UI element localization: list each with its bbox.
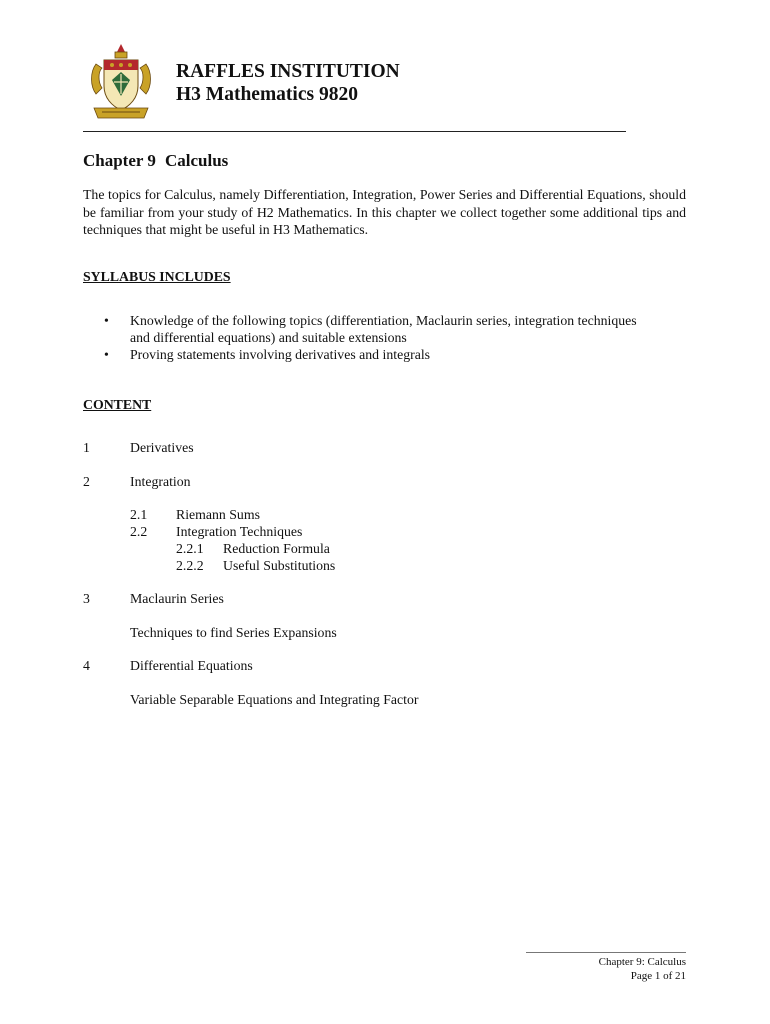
toc-label: Useful Substitutions: [223, 558, 336, 573]
toc-number: 2.2.1: [176, 541, 204, 556]
toc-number: 2.1: [130, 507, 148, 522]
toc-number: 4: [83, 658, 90, 673]
footer-divider: [526, 952, 686, 953]
toc-entry-2-1: [130, 506, 260, 523]
institution-name: RAFFLES INSTITUTION: [176, 61, 400, 82]
toc-label: Differential Equations: [130, 658, 253, 673]
intro-paragraph: The topics for Calculus, namely Differentiation, Integration, Power Series and Differential Equations, should be familiar from your study of H2 Mathematics. In this chapter we collect together some additional tips and techniques that might be useful in H3 Mathematics.: [83, 187, 686, 237]
school-crest-logo: [88, 42, 154, 124]
footer-chapter: Chapter 9: Calculus: [598, 956, 686, 968]
toc-number: 2.2.2: [176, 558, 204, 573]
course-title: H3 Mathematics 9820: [176, 84, 358, 105]
page-number: Page 1 of 21: [630, 970, 686, 982]
chapter-title: Calculus: [165, 151, 229, 170]
bullet-icon: •: [104, 313, 109, 328]
bullet-icon: •: [104, 347, 109, 362]
toc-number: 2.2: [130, 524, 148, 539]
toc-entry-3: [83, 590, 224, 607]
toc-label: Reduction Formula: [223, 541, 330, 556]
chapter-number: Chapter 9: [83, 151, 156, 170]
header-divider: [83, 131, 626, 132]
toc-label: Integration: [130, 474, 191, 489]
toc-note-4: Variable Separable Equations and Integrating Factor: [130, 692, 419, 707]
toc-label: Riemann Sums: [176, 507, 260, 522]
toc-entry-2-2-1: [176, 540, 330, 557]
toc-label: Integration Techniques: [176, 524, 303, 539]
chapter-heading: [83, 151, 228, 171]
list-item: [83, 312, 643, 346]
toc-number: 3: [83, 591, 90, 606]
toc-label: Maclaurin Series: [130, 591, 224, 606]
toc-entry-2-2-2: [176, 557, 335, 574]
toc-number: 1: [83, 440, 90, 455]
toc-note-3: Techniques to find Series Expansions: [130, 625, 337, 640]
content-heading: CONTENT: [83, 397, 152, 412]
toc-number: 2: [83, 474, 90, 489]
syllabus-heading: SYLLABUS INCLUDES: [83, 269, 231, 284]
list-item: [83, 346, 643, 363]
toc-entry-2: [83, 473, 191, 490]
toc-entry-1: [83, 439, 194, 456]
toc-label: Derivatives: [130, 440, 194, 455]
syllabus-item-text: Knowledge of the following topics (differentiation, Maclaurin series, integration techniques and differential equations) and suitable extensions: [130, 313, 637, 345]
toc-entry-2-2: [130, 523, 302, 540]
syllabus-item-text: Proving statements involving derivatives and integrals: [130, 347, 431, 362]
syllabus-list: [83, 312, 643, 363]
toc-entry-4: [83, 657, 253, 674]
